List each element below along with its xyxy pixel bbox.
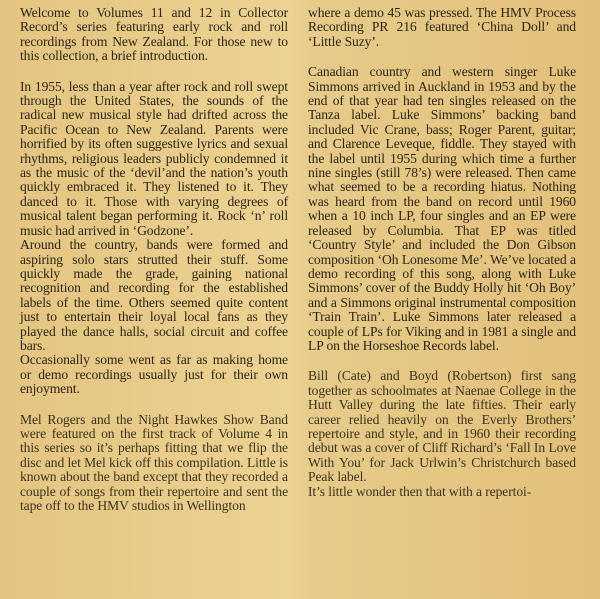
hmv-continuation-paragraph: where a demo 45 was pressed. The HMV Process Recording PR 216 featured ‘China Doll’ and ‘Little Suzy’. (308, 5, 576, 49)
bands-paragraph: Around the country, bands were formed and aspiring solo stars strutted their stuff. Some quickly made the grade, gaining national recognition and recording for the established labels of the time. Others seemed quite content just to entertain their loyal local fans as they played the dance halls, social circuit and coffee bars. (20, 237, 288, 353)
luke-simmons-paragraph: Canadian country and western singer Luke Simmons arrived in Auckland in 1953 and by the end of that year had ten singles released on the Tanza label. Luke Simmons’ backing band included Vic Crane, bass; Roger Parent, guitar; and Clarence Leveque, fiddle. They stayed with the label until 1955 during which time a further nine singles (still 78’s) were released. Then came what seemed to be a recording hiatus. Nothing was heard from the band on record until 1960 when a 10 inch LP, four singles and an EP were released by Columbia. That EP was titled ‘Country Style’ and included the Don Gibson composition ‘Oh Lonesome Me’. We’ve located a demo recording of this song, along with Luke Simmons’ cover of the Buddy Holly hit ‘Oh Boy’ and a Simmons original instrumental composition ‘Train Train’. Luke Simmons later released a couple of LPs for Viking and in 1981 a single and LP on the Horseshoe Records label. (308, 64, 576, 353)
bill-and-boyd-paragraph: Bill (Cate) and Boyd (Robertson) first sang together as schoolmates at Naenae College in the Hutt Valley during the late fifties. Their early career relied heavily on the Everly Brothers’ repertoire and style, and in 1960 their recording debut was a cover of Cliff Richard’s ‘Fall In Love With You’ for Jack Urlwin’s Christchurch based Peak label. (308, 368, 576, 485)
right-column (308, 6, 576, 499)
repertoire-paragraph: It’s little wonder then that with a repertoi- (308, 483, 532, 499)
mel-rogers-paragraph: Mel Rogers and the Night Hawkes Show Band were featured on the first track of Volume 4 in this series so it’s perhaps fitting that we flip the disc and let Mel kick off this compilation. Little is known about the band except that they recorded a couple of songs from their repertoire and sent the tape off to the HMV studios in Wellington (20, 411, 288, 513)
left-column (20, 6, 288, 527)
history-paragraph: In 1955, less than a year after rock and roll swept through the United States, the sounds of the radical new musical style had drifted across the Pacific Ocean to New Zealand. Parents were horrified by its often suggestive lyrics and sexual rhythms, religious leaders publicly condemned it as the music of the ‘devil’and the nation’s youth quickly embraced it. They listened to it. They danced to it. Those with varying degrees of musical talent began performing it. Rock ‘n’ roll music had arrived in ‘Godzone’. (20, 78, 288, 238)
demo-recordings-paragraph: Occasionally some went as far as making home or demo recordings usually just for their own enjoyment. (20, 352, 288, 397)
intro-paragraph: Welcome to Volumes 11 and 12 in Collector Record’s series featuring early rock and roll recordings from New Zealand. For those new to this collection, a brief introduction. (20, 5, 288, 64)
